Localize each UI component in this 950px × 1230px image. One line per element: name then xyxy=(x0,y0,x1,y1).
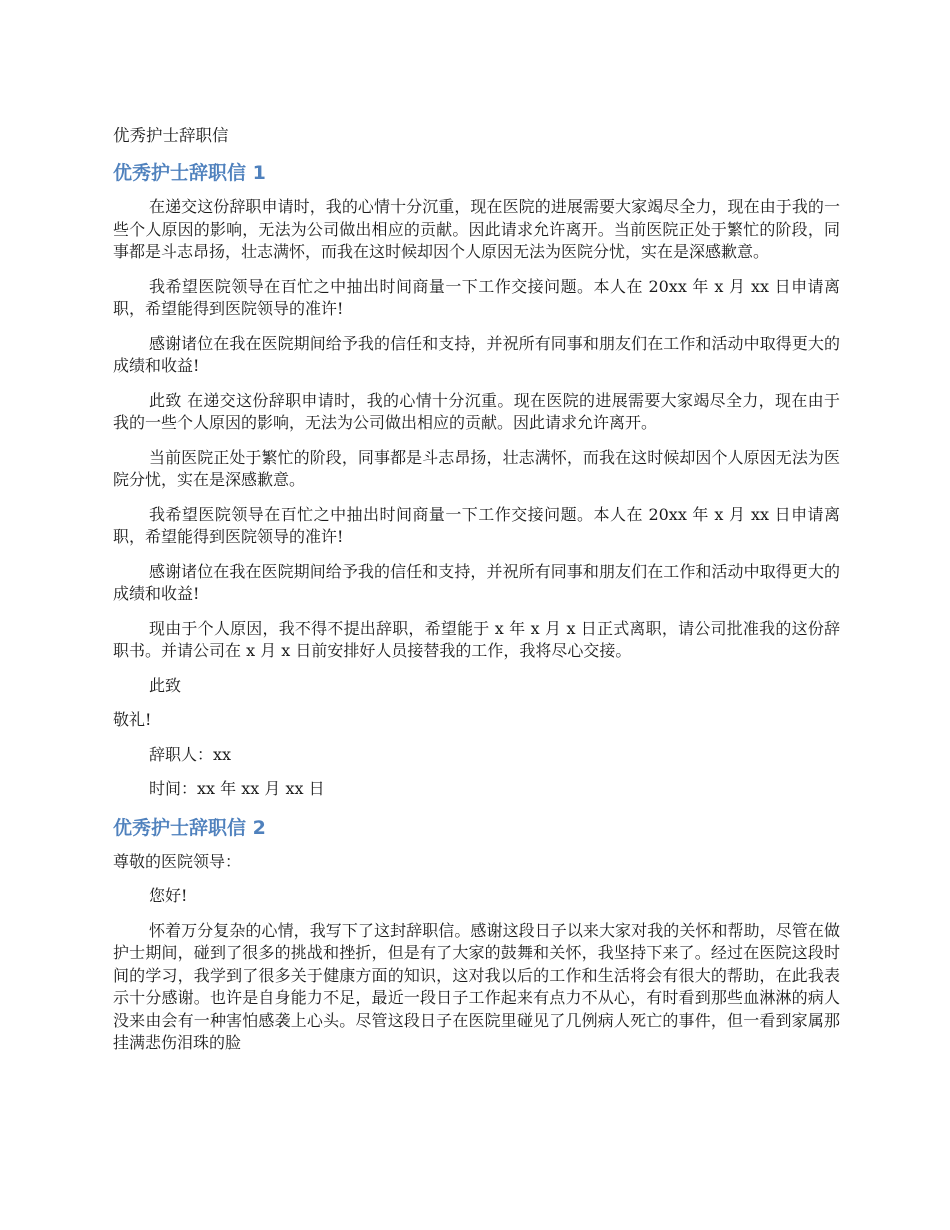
document-title: 优秀护士辞职信 xyxy=(113,126,229,145)
salutation: 尊敬的医院领导： xyxy=(113,851,242,871)
closing-salute: 敬礼! xyxy=(113,710,152,729)
letter-section-1 xyxy=(113,160,840,801)
resigner-line: 辞职人：xx xyxy=(149,744,232,764)
paragraph: 现由于个人原因，我不得不提出辞职，希望能于 x 年 x 月 x 日正式离职，请公司批准我的这份辞职书。并请公司在 x 月 x 日前安排好人员接替我的工作，我将尽心交接。 xyxy=(113,618,840,660)
paragraph: 感谢诸位在我在医院期间给予我的信任和支持，并祝所有同事和朋友们在工作和活动中取得更大的成绩和收益! xyxy=(113,333,840,375)
paragraph: 我希望医院领导在百忙之中抽出时间商量一下工作交接问题。本人在 20xx 年 x 月 xx 日申请离职，希望能得到医院领导的准许! xyxy=(113,504,840,546)
paragraph: 当前医院正处于繁忙的阶段，同事都是斗志昂扬，壮志满怀，而我在这时候却因个人原因无法为医院分忧，实在是深感歉意。 xyxy=(113,447,840,489)
date-line: 时间：xx 年 xx 月 xx 日 xyxy=(149,779,325,798)
paragraph: 此致 在递交这份辞职申请时，我的心情十分沉重。现在医院的进展需要大家竭尽全力，现在由于我的一些个人原因的影响，无法为公司做出相应的贡献。因此请求允许离开。 xyxy=(113,390,840,432)
document-page xyxy=(113,124,840,1067)
greeting: 您好! xyxy=(149,886,188,905)
paragraph: 怀着万分复杂的心情，我写下了这封辞职信。感谢这段日子以来大家对我的关怀和帮助，尽管在做护士期间，碰到了很多的挑战和挫折，但是有了大家的鼓舞和关怀，我坚持下来了。经过在医院这段时间的学习，我学到了很多关于健康方面的知识，这对我以后的工作和生活将会有很大的帮助，在此我表示十分感谢。也许是自身能力不足，最近一段日子工作起来有点力不从心，有时看到那些血淋淋的病人没来由会有一种害怕感袭上心头。尽管这段日子在医院里碰见了几例病人死亡的事件，但一看到家属那挂满悲伤泪珠的脸 xyxy=(113,920,840,1052)
paragraph: 此致 xyxy=(149,675,182,695)
paragraph: 感谢诸位在我在医院期间给予我的信任和支持，并祝所有同事和朋友们在工作和活动中取得更大的成绩和收益! xyxy=(113,561,840,603)
letter-section-2 xyxy=(113,815,840,1055)
paragraph: 在递交这份辞职申请时，我的心情十分沉重，现在医院的进展需要大家竭尽全力，现在由于我的一些个人原因的影响，无法为公司做出相应的贡献。因此请求允许离开。当前医院正处于繁忙的阶段，同事都是斗志昂扬，壮志满怀，而我在这时候却因个人原因无法为医院分忧，实在是深感歉意。 xyxy=(113,197,840,261)
section-2-heading: 优秀护士辞职信 2 xyxy=(113,816,266,839)
section-1-heading: 优秀护士辞职信 1 xyxy=(113,162,266,184)
paragraph: 我希望医院领导在百忙之中抽出时间商量一下工作交接问题。本人在 20xx 年 x 月 xx 日申请离职，希望能得到医院领导的准许! xyxy=(113,276,840,318)
